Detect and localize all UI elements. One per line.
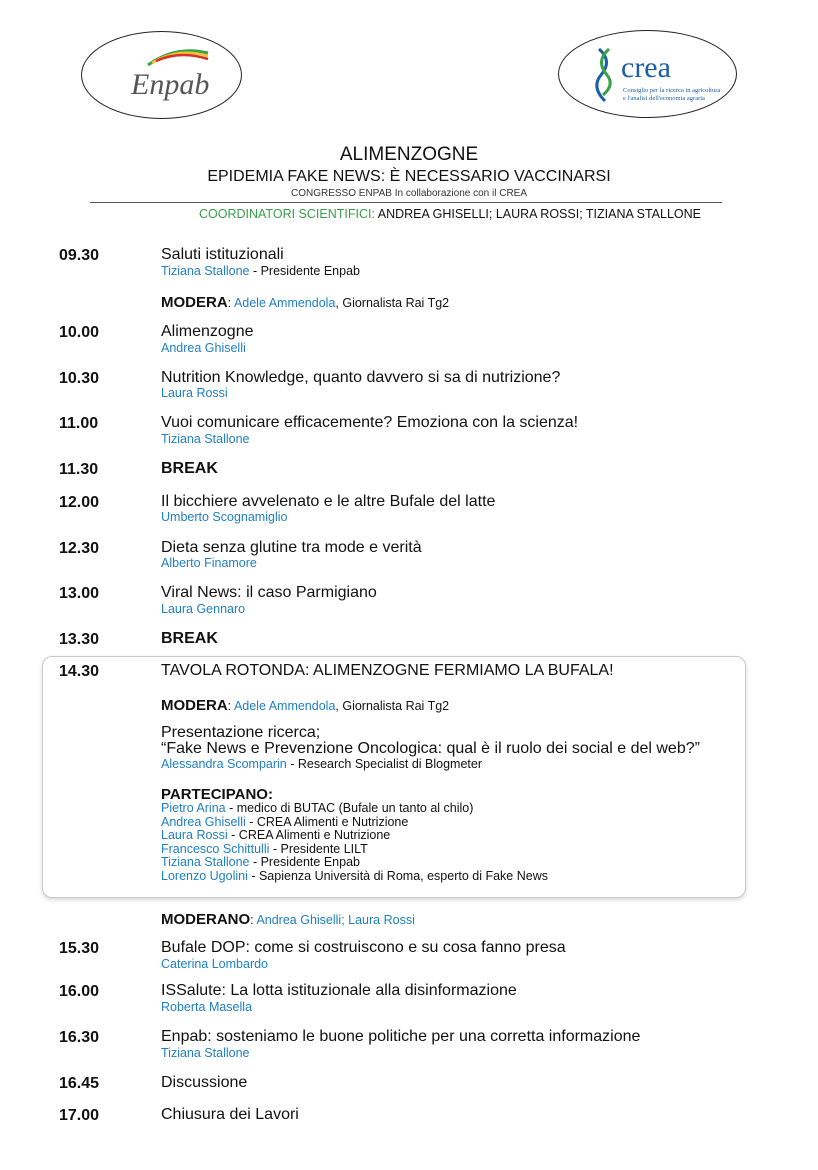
- crea-logo: [558, 30, 737, 118]
- talk-speaker: Roberta Masella: [161, 1000, 253, 1014]
- talk-title: Il bicchiere avvelenato e le altre Bufale del latte: [161, 493, 496, 510]
- talk-title: Alimenzogne: [161, 323, 254, 340]
- research-speaker: Alessandra Scomparin - Research Specialist di Blogmeter: [161, 757, 482, 771]
- talk-title: Enpab: sosteniamo le buone politiche per una corretta informazione: [161, 1028, 641, 1045]
- participants-label: PARTECIPANO:: [161, 786, 273, 803]
- time-1700: 17.00: [59, 1107, 100, 1124]
- time-0930: 09.30: [59, 247, 100, 264]
- participants-list: [161, 802, 548, 883]
- participant: Pietro Arina - medico di BUTAC (Bufale un tanto al chilo): [161, 801, 474, 815]
- talk-title: ISSalute: La lotta istituzionale alla disinformazione: [161, 982, 517, 999]
- moderator-line: MODERA: Adele Ammendola, Giornalista Rai Tg2: [161, 294, 450, 311]
- talk-speaker: Tiziana Stallone - Presidente Enpab: [161, 264, 360, 278]
- enpab-logo: [81, 31, 242, 119]
- round-table-title: TAVOLA ROTONDA: ALIMENZOGNE FERMIAMO LA BUFALA!: [161, 662, 614, 679]
- coordinators: [199, 207, 701, 221]
- time-1330: 13.30: [59, 631, 100, 648]
- page-title: ALIMENZOGNE: [339, 144, 479, 165]
- participant: Francesco Schittulli - Presidente LILT: [161, 841, 368, 856]
- break-label: BREAK: [161, 460, 218, 477]
- talk-title: Bufale DOP: come si costruiscono e su cosa fanno presa: [161, 939, 566, 956]
- crea-tagline: Consiglio per la ricerca in agricoltura e l'analisi dell'economia agraria: [623, 87, 721, 102]
- time-1430: 14.30: [59, 663, 100, 680]
- talk-speaker: Laura Rossi: [161, 386, 228, 400]
- crea-logo-text: crea: [621, 51, 671, 84]
- talk-title: Vuoi comunicare efficacemente? Emoziona con la scienza!: [161, 414, 579, 431]
- time-1100: 11.00: [59, 415, 99, 432]
- header-divider: [90, 202, 722, 203]
- talk-title: Viral News: il caso Parmigiano: [161, 584, 377, 601]
- participant: Andrea Ghiselli - CREA Alimenti e Nutrizione: [161, 814, 409, 829]
- participant: Tiziana Stallone - Presidente Enpab: [161, 855, 360, 869]
- time-1200: 12.00: [59, 494, 100, 511]
- time-1630: 16.30: [59, 1029, 100, 1046]
- research-line2: “Fake News e Prevenzione Oncologica: qual è il ruolo dei social e del web?”: [161, 740, 700, 757]
- time-1000: 10.00: [59, 324, 100, 341]
- break-label: BREAK: [161, 630, 218, 647]
- moderator-line: MODERA: Adele Ammendola, Giornalista Rai Tg2: [161, 697, 450, 714]
- participant: Lorenzo Ugolini - Sapienza Università di Roma, esperto di Fake News: [161, 868, 548, 883]
- talk-title: Dieta senza glutine tra mode e verità: [161, 539, 422, 556]
- moderator-line: MODERANO: Andrea Ghiselli; Laura Rossi: [161, 911, 415, 928]
- talk-speaker: Tiziana Stallone: [161, 1046, 250, 1060]
- dna-icon: [591, 45, 617, 105]
- talk-speaker: Andrea Ghiselli: [161, 341, 246, 355]
- talk-title: Discussione: [161, 1074, 248, 1091]
- page-subtitle: EPIDEMIA FAKE NEWS: È NECESSARIO VACCINARSI: [207, 168, 611, 185]
- header-note: CONGRESSO ENPAB In collaborazione con il CREA: [290, 188, 527, 199]
- talk-speaker: Umberto Scognamiglio: [161, 510, 288, 524]
- talk-speaker: Alberto Finamore: [161, 556, 257, 570]
- research-line1: Presentazione ricerca;: [161, 724, 321, 741]
- talk-title: Nutrition Knowledge, quanto davvero si sa di nutrizione?: [161, 369, 561, 386]
- talk-speaker: Laura Gennaro: [161, 602, 246, 616]
- talk-title: Saluti istituzionali: [161, 246, 284, 263]
- time-1600: 16.00: [59, 983, 100, 1000]
- time-1645: 16.45: [59, 1075, 100, 1092]
- coordinators-label: COORDINATORI SCIENTIFICI:: [199, 207, 375, 221]
- enpab-swoosh-icon: [146, 45, 210, 67]
- enpab-logo-text: Enpab: [131, 68, 210, 101]
- talk-title: Chiusura dei Lavori: [161, 1106, 299, 1123]
- time-1130: 11.30: [59, 461, 99, 478]
- coordinators-names: ANDREA GHISELLI; LAURA ROSSI; TIZIANA STALLONE: [377, 207, 701, 221]
- time-1530: 15.30: [59, 940, 100, 957]
- time-1300: 13.00: [59, 585, 100, 602]
- time-1230: 12.30: [59, 540, 100, 557]
- time-1030: 10.30: [59, 370, 100, 387]
- talk-speaker: Tiziana Stallone: [161, 432, 250, 446]
- participant: Laura Rossi - CREA Alimenti e Nutrizione: [161, 828, 391, 842]
- talk-speaker: Caterina Lombardo: [161, 957, 269, 971]
